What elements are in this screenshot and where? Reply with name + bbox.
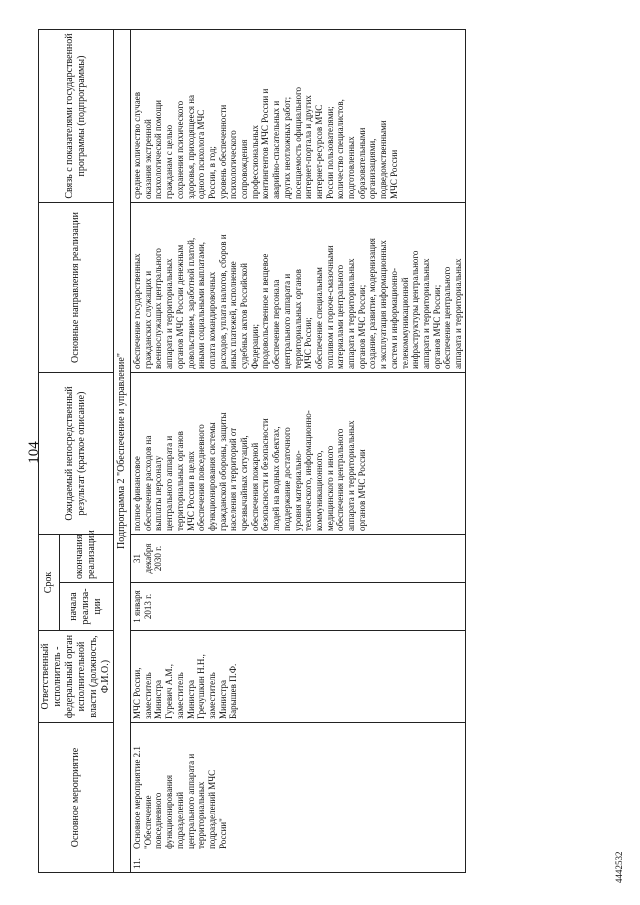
header-directions: Основные направления реализации [39, 203, 114, 373]
activity-text: Основное мероприятие 2.1 "Обеспечение повседневного функционирования подразделений центрального аппарата и территориальных подразделений МЧС России" [132, 746, 228, 849]
section-title: Подпрограмма 2 "Обеспечение и управление" [114, 30, 131, 873]
header-term-end: окончания реализации [59, 535, 113, 583]
header-term-start: начала реализа- ции [59, 583, 113, 631]
executor-cell: МЧС России, заместитель Министра Гуревич А.М., заместитель Министра Гречушкин Н.Н., заместитель Министра Барышев П.Ф. [131, 631, 466, 723]
header-row [39, 30, 60, 873]
link-cell: среднее количество случаев оказания экстренной психологической помощи гражданам с целью сохранения психического здоровья, приходящееся на одного психолога МЧС России, в год; уровень обеспеченности психологического сопровождения профессиональных контингентов МЧС России и аварийно-спасательных и других неотложных работ; посещаемость официального интернет-портала и других интернет-ресурсов МЧС России пользователями; количество специалистов, подготовленных образовательными организациями, подведомственными МЧС России [131, 30, 466, 203]
program-activities-table [38, 29, 466, 873]
header-result: Ожидаемый непосредственный результат (краткое описание) [39, 373, 114, 535]
activity-cell [131, 723, 466, 873]
table-row [131, 30, 466, 873]
header-link: Связь с показателями государственной программы (подпрограммы) [39, 30, 114, 203]
section-row [114, 30, 131, 873]
end-date-cell: 31 декабря 2030 г. [131, 535, 466, 583]
header-activity: Основное мероприятие [39, 723, 114, 873]
page-number: 104 [26, 441, 42, 464]
row-number: 11. [132, 858, 142, 869]
document-code: 4442532 [614, 851, 624, 883]
header-term: Срок [39, 535, 60, 631]
start-date-cell: 1 января 2013 г. [131, 583, 466, 631]
result-cell: полное финансовое обеспечение расходов на выплаты персоналу центрального аппарата и территориальных органов МЧС России в целях обеспечения повседневного функционирования системы гражданской обороны, защиты населения и территорий от чрезвычайных ситуаций, обеспечения пожарной безопасности и безопасности людей на водных объектах, поддержание достаточного уровня материально- технического, информационно- коммуникационного, медицинского и иного обеспечения центрального аппарата и территориальных органов МЧС России [131, 373, 466, 535]
header-executor: Ответственный исполнитель - федеральный орган исполнительной власти (должность, Ф.И.О.) [39, 631, 114, 723]
directions-cell: обеспечение государственных гражданских служащих и военнослужащих центрального аппарата и территориальных органов МЧС России денежным довольствием, заработной платой, иными социальными выплатами, оплата командировочных расходов, уплата налогов, сборов и иных платежей, исполнение судебных актов Российской Федерации; продовольственное и вещевое обеспечение персонала центрального аппарата и территориальных органов МЧС России; обеспечение специальным топливом и горюче-смазочными материалами центрального аппарата и территориальных органов МЧС России; создание, развитие, модернизация и эксплуатация информационных систем и информационно- телекоммуникационной инфраструктуры центрального аппарата и территориальных органов МЧС России; обеспечение центрального аппарата и территориальных [131, 203, 466, 373]
